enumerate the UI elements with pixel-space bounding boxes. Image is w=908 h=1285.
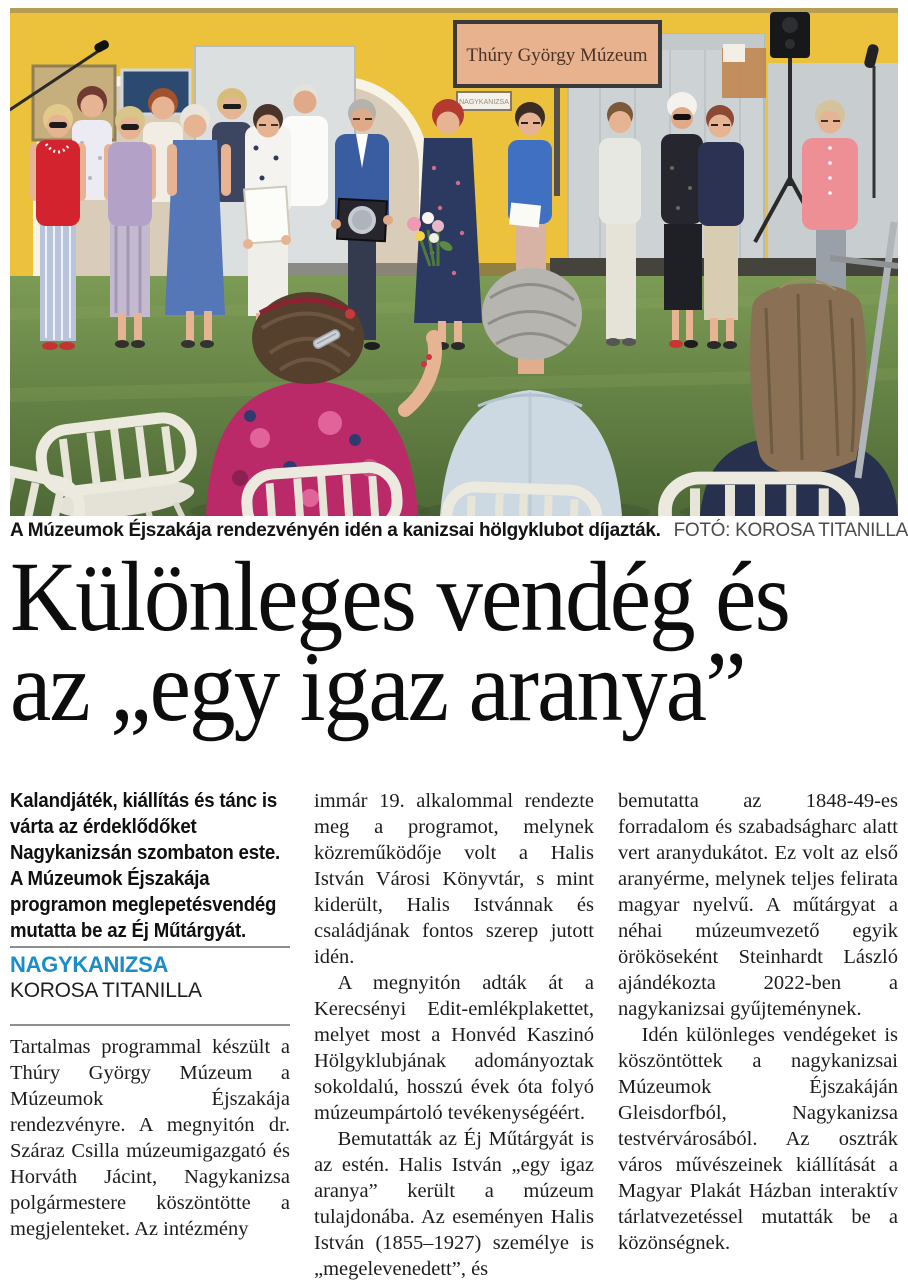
paper bbox=[509, 202, 541, 227]
article-paragraph: immár 19. alkalommal rendezte meg a programot, melynek közreműködője volt a Halis István Városi Könyvtár, s mint kiderült, Halis Istvánnak és családjának fontos szerep jutott idén. bbox=[314, 790, 594, 968]
headline-line-2: az „egy igaz aranya” bbox=[10, 631, 745, 742]
article-columns bbox=[10, 788, 898, 1282]
byline-location: NAGYKANIZSA bbox=[10, 952, 169, 977]
headline-line-1: Különleges vendég és bbox=[10, 541, 789, 652]
divider bbox=[10, 946, 290, 948]
plastic-chair bbox=[245, 466, 399, 516]
article-photo bbox=[10, 8, 898, 516]
article-paragraph: bemutatta az 1848-49-es forradalom és szabadságharc alatt vert aranydukátot. Ez volt az első aranyérme, melynek teljes felirata magyar nyelvű. A műtárgyat a néhai múzeumvezető egyik örököseként Steinhardt László ajándékozta 2022-ben a nagykanizsai gyűjteménynek. bbox=[618, 790, 898, 1020]
article-paragraph: Idén különleges vendégeket is köszöntöttek a nagykanizsai Múzeumok Éjszakáján Gleisdorfból, Nagykanizsa testvérvárosából. Az osztrák város művészeinek kiállítását a Magyar Plakát Házban interaktív tárlatvezetéssel mutatták be a közönségnek. bbox=[618, 1024, 898, 1254]
plastic-chair bbox=[665, 478, 853, 516]
article-paragraph: A megnyitón adták át a Kerecsényi Edit-emlékplakettet, melyet most a Honvéd Kaszinó Hölgyklubjának adományoztak sokoldalú, hosszú évek óta folyó múzeumpártoló tevékenységéért. bbox=[314, 972, 594, 1124]
small-sign-text: NAGYKANIZSA bbox=[459, 99, 509, 106]
divider bbox=[10, 1024, 290, 1026]
article-headline bbox=[10, 541, 908, 742]
photo-credit: FOTÓ: KOROSA TITANILLA bbox=[673, 520, 908, 541]
museum-sign-text: Thúry György Múzeum bbox=[466, 45, 648, 66]
article-paragraph: Tartalmas programmal készült a Thúry György Múzeum a Múzeumok Éjszakája rendezvényre. A megnyitón dr. Száraz Csilla múzeumigazgató és Horváth Jácint, Nagykanizsa polgármestere köszöntötte a megjelenteket. Az intézmény bbox=[10, 1036, 290, 1240]
caption-text: A Múzeumok Éjszakája rendezvényén idén a kanizsai hölgyklubot díjazták. bbox=[10, 520, 661, 541]
column-3 bbox=[618, 788, 898, 1282]
hair-clip-red bbox=[345, 309, 355, 319]
lead-paragraph: Kalandjáték, kiállítás és tánc is várta az érdeklődőket Nagykanizsán szombaton este. A Múzeumok Éjszakája programon meglepetésvendég mutatta be az Éj Műtárgyát. bbox=[10, 790, 281, 942]
photo-illustration bbox=[10, 8, 898, 516]
column-2 bbox=[314, 788, 594, 1282]
column-1 bbox=[10, 788, 290, 1282]
plastic-chair bbox=[446, 486, 598, 516]
certificate bbox=[244, 187, 290, 244]
award-plaque bbox=[337, 199, 387, 241]
article-paragraph: Bemutatták az Éj Műtárgyát is az estén. Halis István „egy igaz aranya” került a múzeum tulajdonába. Az eseményen Halis István (1855–1927) személye is „megelevenedett”, és bbox=[314, 1128, 594, 1280]
byline-author: KOROSA TITANILLA bbox=[10, 979, 202, 1002]
